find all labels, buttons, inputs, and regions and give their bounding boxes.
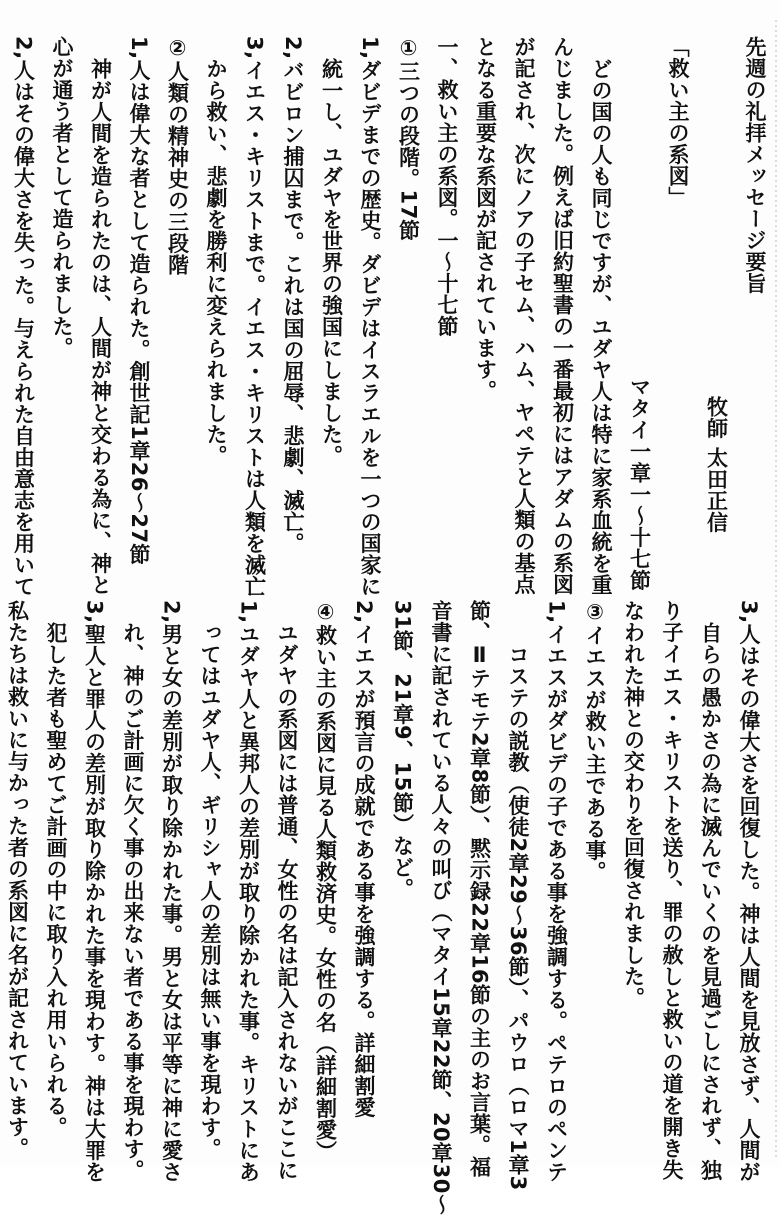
text-line: 節、Ⅱテモテ2章8節）、黙示録22章16節の主のお言葉。福 bbox=[467, 600, 492, 1178]
text-line: り子イエス・キリストを送り、罪の赦しと救いの道を開き失 bbox=[660, 600, 684, 1181]
text-line: 音書に記されている人々の叫び（マタイ15章22節、20章30〜 bbox=[429, 600, 453, 1215]
text-line: 私たちは救いに与かった者の系図に名が記されています。 bbox=[5, 600, 30, 1159]
lower-text-block bbox=[5, 600, 768, 1215]
text-line: 神が人間を造られたのは、人間が神と交わる為に、神と bbox=[88, 58, 113, 596]
subsection-heading: ②人類の精神史の三段階 bbox=[165, 36, 190, 276]
section-heading: 一、救い主の系図。一〜十七節 bbox=[435, 36, 459, 337]
bulletin-title: 先週の礼拝メッセージ要旨 bbox=[743, 36, 767, 294]
sermon-title-line bbox=[659, 36, 698, 576]
text-line: 自らの愚かさの為に滅んでいくのを見過ごしにされず、独 bbox=[698, 622, 723, 1181]
text-line: 3,イエス・キリストまで。イエス・キリストは人類を滅亡 bbox=[242, 36, 267, 598]
text-line: ユダヤの系図には普通、女性の名は記入されないがここに bbox=[275, 622, 299, 1181]
subsection-heading: ①三つの段階。17節 bbox=[396, 36, 421, 242]
text-line: んじました。例えば旧約聖書の一番最初にはアダムの系図 bbox=[550, 36, 575, 595]
text-line: ってはユダヤ人、ギリシャ人の差別は無い事を現わす。 bbox=[198, 622, 222, 1160]
upper-text-block bbox=[8, 36, 774, 598]
subsection-heading: ③イエスが救い主である事。 bbox=[583, 600, 607, 883]
text-line: から救い、悲劇を勝利に変えられました。 bbox=[204, 58, 228, 467]
text-line: 1,人は偉大な者として造られた。創世記1章26〜27節 bbox=[127, 36, 151, 566]
text-line: 3,聖人と罪人の差別が取り除かれた事を現わす。神は大罪を bbox=[82, 600, 107, 1183]
text-line: どの国の人も同じですが、ユダヤ人は特に家系血統を重 bbox=[589, 58, 613, 596]
text-line bbox=[0, 36, 4, 576]
text-line: 1,ユダヤ人と異邦人の差別が取り除かれた事。キリストにあ bbox=[236, 600, 261, 1183]
text-line: 心が通う者として造られました。 bbox=[50, 36, 74, 359]
text-line: 1,ダビデまでの歴史。ダビデはイスラエルを一つの国家に bbox=[358, 36, 382, 598]
text-line: 2,イエスが預言の成就である事を強調する。詳細割愛 bbox=[352, 600, 376, 1119]
sermon-title: 「救い主の系図」 bbox=[666, 36, 690, 208]
author-line bbox=[697, 36, 736, 576]
subsection-heading: ④救い主の系図に見る人類救済史。女性の名（詳細割愛） bbox=[313, 600, 338, 1162]
text-line: コステの説教（使徒2章29〜36節）、パウロ（ロマ1章3 bbox=[506, 644, 530, 1191]
text-line: が記され、次にノアの子セム、ハム、ヤペテと人類の基点 bbox=[512, 36, 536, 595]
text-line: 31節、21章9、15節）など。 bbox=[390, 600, 415, 900]
text-line: 2,男と女の差別が取り除かれた事。男と女は平等に神に愛さ bbox=[159, 600, 184, 1183]
text-line: 1,イエスがダビデの子である事を強調する。ペテロのペンテ bbox=[544, 600, 569, 1183]
text-line: なわれた神との交わりを回復されました。 bbox=[621, 600, 646, 1009]
text-line: れ、神のご計画に欠く事の出来ない者である事を現わす。 bbox=[121, 622, 145, 1181]
text-line: 2,バビロン捕囚まで。これは国の屈辱、悲劇、滅亡。 bbox=[281, 36, 305, 555]
text-line: 2,人はその偉大さを失った。与えられた自由意志を用いて bbox=[11, 36, 36, 598]
text-line: 統一し、ユダヤを世界の強国にしました。 bbox=[319, 58, 344, 467]
text-line: 3,人はその偉大さを回復した。神は人間を見放さず、人間が bbox=[737, 600, 761, 1183]
text-line: となる重要な系図が記されています。 bbox=[473, 36, 498, 402]
bulletin-heading-line bbox=[736, 36, 775, 576]
text-line: 犯した者も聖めてご計画の中に取り入れ用いられる。 bbox=[44, 622, 68, 1138]
pastor-name: 牧師 太田正信 bbox=[704, 396, 729, 533]
scripture-reference: マタイ一章一〜十七節 bbox=[627, 376, 652, 591]
reference-line bbox=[620, 36, 659, 591]
